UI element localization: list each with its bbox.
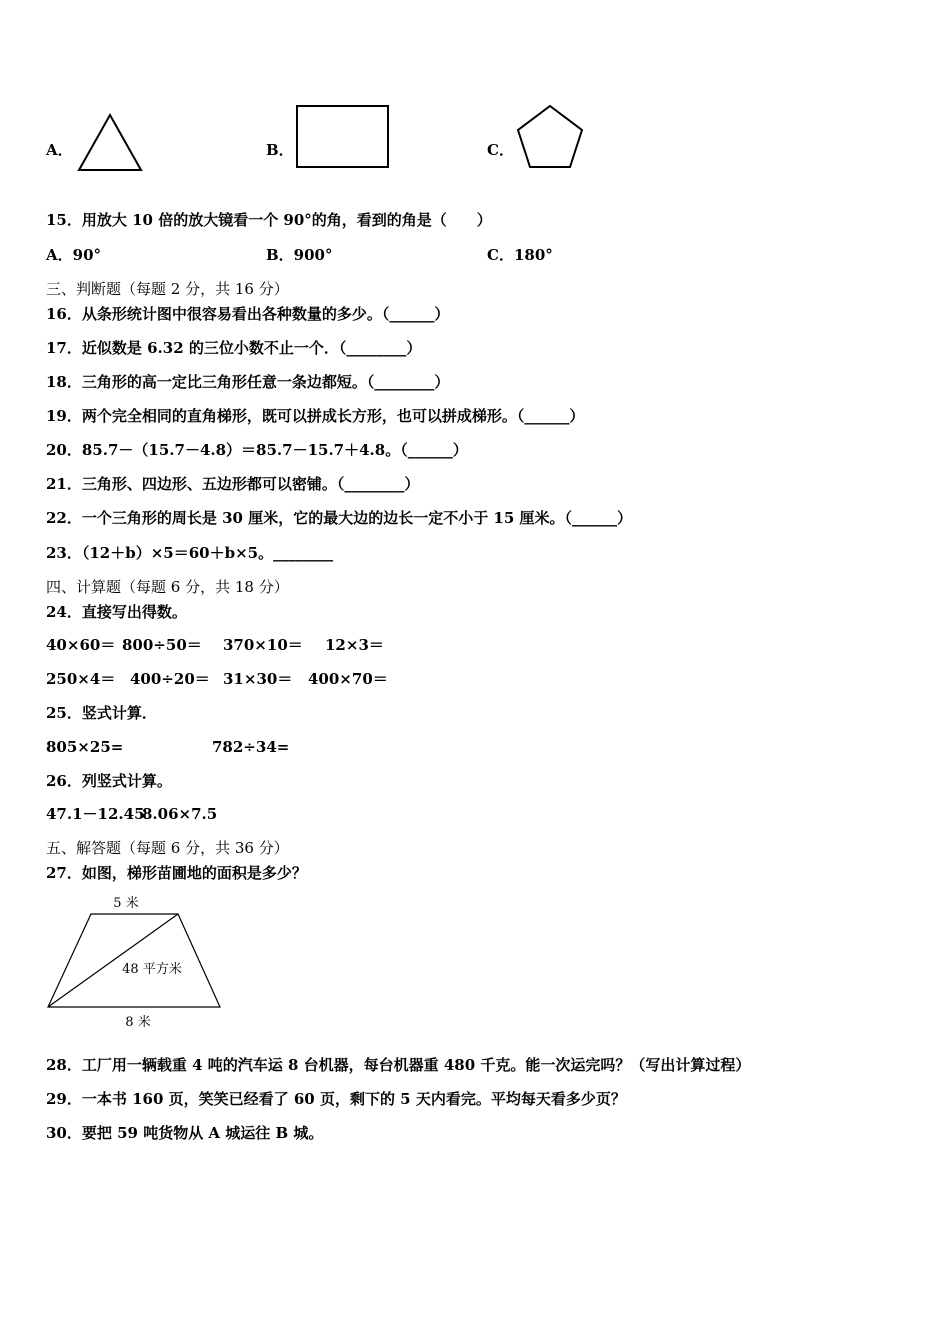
option-a-label: A． xyxy=(46,141,73,159)
question-23: 23．（12＋b）×5＝60＋b×5。________ xyxy=(46,544,334,562)
q15-option-c: C．180° xyxy=(487,246,553,264)
bottom-length-label: 8 米 xyxy=(125,1015,151,1030)
trapezoid-diagonal xyxy=(48,914,178,1007)
question-15: 15．用放大 10 倍的放大镜看一个 90°的角，看到的角是（ ） xyxy=(46,211,492,229)
question-24: 24．直接写出得数。 xyxy=(46,603,187,621)
trapezoid-figure xyxy=(44,890,226,1035)
question-28: 28．工厂用一辆载重 4 吨的汽车运 8 台机器，每台机器重 480 千克。能一次运完吗？（写出计算过程） xyxy=(46,1056,751,1074)
question-25: 25．竖式计算． xyxy=(46,704,157,722)
question-22: 22．一个三角形的周长是 30 厘米，它的最大边的边长一定不小于 15 厘米。（______） xyxy=(46,509,633,527)
question-18: 18．三角形的高一定比三角形任意一条边都短。（________） xyxy=(46,373,450,391)
calc-item: 12×3＝ xyxy=(325,636,384,654)
calc-item: 400×70＝ xyxy=(308,670,388,688)
calc-item: 370×10＝ xyxy=(223,636,303,654)
question-20: 20．85.7－（15.7－4.8）＝85.7－15.7＋4.8。（______） xyxy=(46,441,468,459)
rectangle-shape xyxy=(295,104,391,170)
q15-option-b: B．900° xyxy=(266,246,333,264)
calc-item: 8.06×7.5 xyxy=(142,805,218,823)
option-b-label: B． xyxy=(266,141,294,159)
section-3-heading: 三、判断题（每题 2 分，共 16 分） xyxy=(46,280,289,298)
calc-item: 400÷20＝ xyxy=(130,670,210,688)
triangle-shape xyxy=(76,112,144,174)
calc-item: 40×60＝ xyxy=(46,636,116,654)
area-label: 48 平方米 xyxy=(122,962,182,977)
question-29: 29．一本书 160 页，笑笑已经看了 60 页，剩下的 5 天内看完。平均每天看多少页？ xyxy=(46,1090,626,1108)
question-26: 26．列竖式计算。 xyxy=(46,772,172,790)
question-21: 21．三角形、四边形、五边形都可以密铺。（________） xyxy=(46,475,420,493)
calc-item: 782÷34= xyxy=(212,738,290,756)
calc-item: 47.1－12.45 xyxy=(46,805,145,823)
calc-item: 800÷50＝ xyxy=(122,636,202,654)
calc-item: 805×25= xyxy=(46,738,124,756)
question-17: 17．近似数是 6.32 的三位小数不止一个．（________） xyxy=(46,339,422,357)
trapezoid-outline xyxy=(48,914,220,1007)
pentagon-shape xyxy=(515,104,585,170)
section-4-heading: 四、计算题（每题 6 分，共 18 分） xyxy=(46,578,289,596)
q15-option-a: A．90° xyxy=(46,246,102,264)
question-27: 27．如图，梯形苗圃地的面积是多少？ xyxy=(46,864,307,882)
option-c-label: C． xyxy=(487,141,514,159)
question-16: 16．从条形统计图中很容易看出各种数量的多少。（______） xyxy=(46,305,450,323)
question-19: 19．两个完全相同的直角梯形，既可以拼成长方形，也可以拼成梯形。（______） xyxy=(46,407,585,425)
calc-item: 31×30＝ xyxy=(223,670,293,688)
calc-item: 250×4＝ xyxy=(46,670,116,688)
question-30: 30．要把 59 吨货物从 A 城运往 B 城。 xyxy=(46,1124,324,1142)
top-length-label: 5 米 xyxy=(113,896,139,911)
section-5-heading: 五、解答题（每题 6 分，共 36 分） xyxy=(46,839,289,857)
